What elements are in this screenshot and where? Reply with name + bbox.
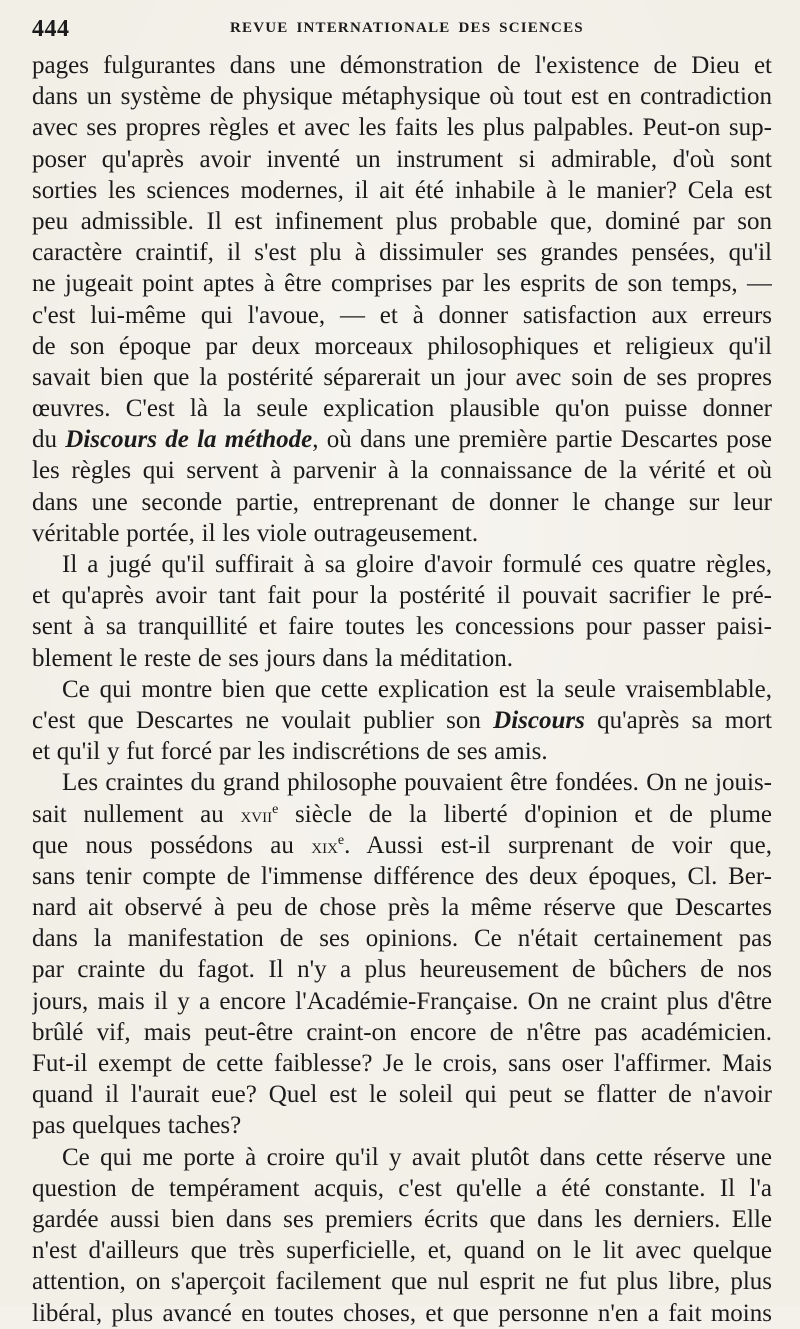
text-line: les règles qui servent à parvenir à la connaissance de la vérité et où [32, 457, 772, 485]
text-line: dans la manifestation de ses opinions. Ce n'était certainement pas [32, 925, 772, 953]
text-line: Fut-il exempt de cette faiblesse? Je le crois, sans oser l'affirmer. Mais [32, 1050, 772, 1077]
text-line: n'est d'ailleurs que très superficielle, et, quand on le lit avec quelque [32, 1237, 772, 1265]
italic-title: Discours de la méthode [65, 426, 313, 454]
text-line: gardée aussi bien dans ses premiers écrits que dans les derniers. Elle [32, 1205, 772, 1233]
text-line: question de tempérament acquis, c'est qu'elle a été constante. Il l'a [32, 1174, 772, 1202]
running-head [32, 14, 772, 44]
text-line: sorties les sciences modernes, il ait été inhabile à le manier? Cela est [32, 176, 772, 204]
text-line: du Discours de la méthode, où dans une première partie Descartes pose [32, 426, 772, 454]
text-line: et qu'après avoir tant fait pour la postérité il pouvait sacrifier le pré- [32, 582, 772, 610]
text-line: avec ses propres règles et avec les faits les plus palpables. Peut-on sup- [32, 114, 772, 142]
century-numeral: xix [311, 832, 338, 858]
text-line: et qu'il y fut forcé par les indiscrétions de ses amis. [32, 738, 548, 766]
text-line: blement le reste de ses jours dans la méditation. [32, 644, 513, 672]
superscript: e [272, 801, 279, 817]
text-line: de son époque par deux morceaux philosophiques et religieux qu'il [32, 332, 772, 360]
text-line: brûlé vif, mais peut-être craint-on encore de n'être pas académicien. [32, 1018, 772, 1046]
text-line: par crainte du fagot. Il n'y a plus heureusement de bûchers de nos [32, 956, 772, 984]
text-line: véritable portée, il les viole outrageusement. [32, 519, 479, 547]
century-numeral: xvii [240, 801, 273, 827]
text-line: Les craintes du grand philosophe pouvaient être fondées. On ne jouis- [62, 769, 772, 797]
text-line: caractère craintif, il s'est plu à dissimuler ses grandes pensées, qu'il [32, 239, 772, 267]
text-line: que nous possédons au xix$^e$. Aussi est-il surprenant de voir que, [32, 831, 772, 859]
text-line: savait bien que la postérité séparerait un jour avec soin de ses propres [32, 363, 772, 391]
text-line: c'est que Descartes ne voulait publier son Discours qu'après sa mort [32, 706, 772, 734]
text-line: pages fulgurantes dans une démonstration de l'existence de Dieu et [32, 52, 772, 79]
text-line: attention, on s'aperçoit facilement que nul esprit ne fut plus libre, plus [32, 1268, 772, 1296]
text-line: peu admissible. Il est infinement plus probable que, dominé par son [32, 207, 772, 235]
text-line: Ce qui me porte à croire qu'il y avait plutôt dans cette réserve une [62, 1143, 772, 1171]
text-line: sans tenir compte de l'immense différence des deux époques, Cl. Ber- [32, 862, 772, 890]
text-line: c'est lui-même qui l'avoue, — et à donner satisfaction aux erreurs [32, 301, 772, 329]
text-line: ne jugeait point aptes à être comprises par les esprits de son temps, — [32, 270, 772, 298]
text-line: libéral, plus avancé en toutes choses, et que personne n'en a fait moins [32, 1299, 772, 1327]
text-line: poser qu'après avoir inventé un instrument si admirable, d'où sont [32, 145, 772, 173]
superscript: e [337, 832, 345, 848]
italic-title: Discours [493, 706, 585, 734]
text-line: quand il l'aurait eue? Quel est le soleil qui peut se flatter de n'avoir [32, 1081, 772, 1109]
text-line: Il a jugé qu'il suffirait à sa gloire d'avoir formulé ces quatre règles, [62, 551, 772, 578]
journal-title: REVUE INTERNATIONALE DES SCIENCES [230, 20, 584, 36]
text-line: Ce qui montre bien que cette explication est la seule vraisemblable, [62, 675, 772, 703]
page-number: 444 [32, 16, 70, 42]
text-line: sait nullement au xvii$^e$ siècle de la liberté d'opinion et de plume [32, 800, 772, 828]
text-line: dans un système de physique métaphysique où tout est en contradiction [32, 83, 772, 111]
text-line: pas quelques taches? [32, 1112, 242, 1140]
text-line: jours, mais il y a encore l'Académie-Française. On ne craint plus d'être [32, 987, 772, 1015]
text-line: œuvres. C'est là la seule explication plausible qu'on puisse donner [32, 395, 772, 423]
text-line: sent à sa tranquillité et faire toutes les concessions pour passer paisi- [32, 613, 772, 641]
body-text [32, 50, 772, 1329]
text-line: dans une seconde partie, entreprenant de donner le change sur leur [32, 488, 772, 516]
text-line: nard ait observé à peu de chose près la même réserve que Descartes [32, 894, 772, 922]
